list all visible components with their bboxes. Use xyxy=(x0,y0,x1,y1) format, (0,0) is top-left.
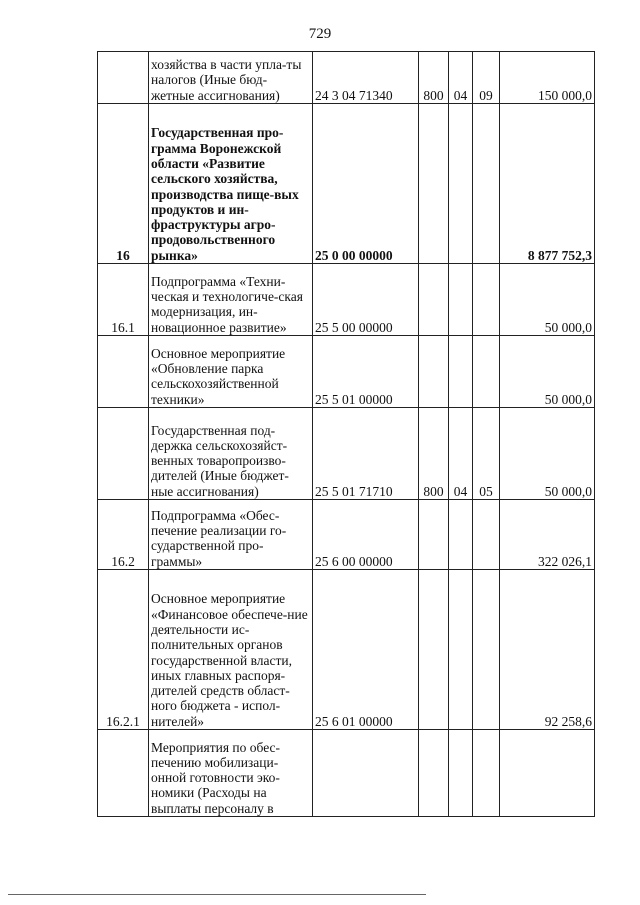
row-budget-code: 24 3 04 71340 xyxy=(313,52,419,104)
row-amount: 50 000,0 xyxy=(500,264,595,336)
row-subsection xyxy=(473,500,500,570)
row-section xyxy=(449,570,473,730)
row-description: Государственная под-держка сельскохозяйст-венных товаропроизво-дителей (Иные бюджет-ные ассигнования) xyxy=(149,408,313,500)
row-expense-type xyxy=(419,500,449,570)
row-amount: 8 877 752,3 xyxy=(500,104,595,264)
row-amount: 322 026,1 xyxy=(500,500,595,570)
row-amount xyxy=(500,730,595,817)
row-number xyxy=(98,52,149,104)
row-number: 16.2.1 xyxy=(98,570,149,730)
row-description: Подпрограмма «Обес-печение реализации го-сударственной про-граммы» xyxy=(149,500,313,570)
row-budget-code: 25 0 00 00000 xyxy=(313,104,419,264)
row-amount: 150 000,0 xyxy=(500,52,595,104)
row-budget-code: 25 5 01 71710 xyxy=(313,408,419,500)
row-expense-type xyxy=(419,570,449,730)
row-description: Основное мероприятие «Обновление парка сельскохозяйственной техники» xyxy=(149,336,313,408)
table-row xyxy=(98,336,595,408)
row-expense-type xyxy=(419,730,449,817)
row-section xyxy=(449,730,473,817)
row-subsection xyxy=(473,336,500,408)
row-expense-type xyxy=(419,336,449,408)
footer-line xyxy=(8,894,426,895)
row-subsection xyxy=(473,104,500,264)
row-amount: 50 000,0 xyxy=(500,336,595,408)
row-section xyxy=(449,104,473,264)
row-budget-code: 25 5 00 00000 xyxy=(313,264,419,336)
row-number: 16.2 xyxy=(98,500,149,570)
row-expense-type: 800 xyxy=(419,52,449,104)
row-section xyxy=(449,336,473,408)
row-number xyxy=(98,408,149,500)
table-row xyxy=(98,264,595,336)
row-description: Подпрограмма «Техни-ческая и технологиче-ская модернизация, ин-новационное развитие» xyxy=(149,264,313,336)
table-row xyxy=(98,52,595,104)
row-section: 04 xyxy=(449,408,473,500)
row-subsection: 05 xyxy=(473,408,500,500)
row-amount: 92 258,6 xyxy=(500,570,595,730)
table-row xyxy=(98,500,595,570)
table-row xyxy=(98,730,595,817)
row-expense-type xyxy=(419,264,449,336)
row-section xyxy=(449,500,473,570)
row-amount: 50 000,0 xyxy=(500,408,595,500)
page-number: 729 xyxy=(308,26,332,42)
row-number xyxy=(98,336,149,408)
row-expense-type: 800 xyxy=(419,408,449,500)
row-subsection xyxy=(473,730,500,817)
row-section xyxy=(449,264,473,336)
row-budget-code: 25 6 01 00000 xyxy=(313,570,419,730)
budget-table xyxy=(97,51,595,817)
row-budget-code: 25 6 00 00000 xyxy=(313,500,419,570)
row-budget-code xyxy=(313,730,419,817)
row-subsection xyxy=(473,264,500,336)
table-row xyxy=(98,408,595,500)
table-row xyxy=(98,570,595,730)
row-number: 16 xyxy=(98,104,149,264)
row-description: Основное мероприятие «Финансовое обеспече-ние деятельности ис-полнительных органов государственной власти, иных главных распоря-дителей средств област-ного бюджета - испол-нителей» xyxy=(149,570,313,730)
row-subsection xyxy=(473,570,500,730)
row-description: Мероприятия по обес-печению мобилизаци-онной готовности эко-номики (Расходы на выплаты персоналу в xyxy=(149,730,313,817)
table-row xyxy=(98,104,595,264)
row-expense-type xyxy=(419,104,449,264)
row-description: хозяйства в части упла-ты налогов (Иные бюд-жетные ассигнования) xyxy=(149,52,313,104)
row-subsection: 09 xyxy=(473,52,500,104)
row-number: 16.1 xyxy=(98,264,149,336)
row-section: 04 xyxy=(449,52,473,104)
row-budget-code: 25 5 01 00000 xyxy=(313,336,419,408)
row-description: Государственная про-грамма Воронежской области «Развитие сельского хозяйства, производства пище-вых продуктов и ин-фраструктуры агро-продовольственного рынка» xyxy=(149,104,313,264)
row-number xyxy=(98,730,149,817)
